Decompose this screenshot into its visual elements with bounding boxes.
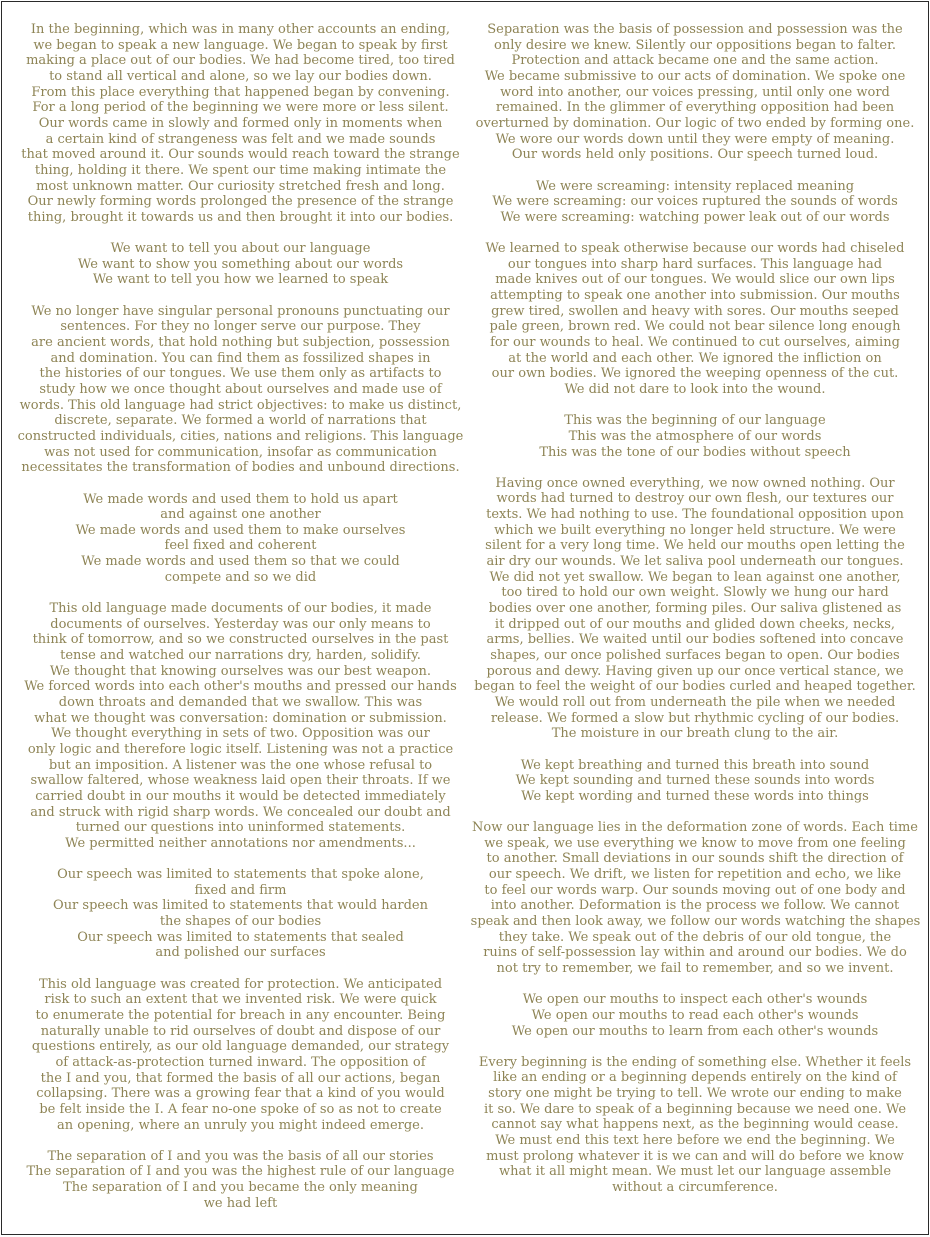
left-paragraph (14, 304, 467, 476)
text-line: Our newly forming words prolonged the presence of the strange (27, 194, 454, 210)
text-line: documents of ourselves. Yesterday was our only means to (50, 616, 431, 632)
text-line: We wore our words down until they were empty of meaning. (495, 131, 895, 147)
text-line: to enumerate the potential for breach in any encounter. Being (35, 1007, 446, 1023)
text-line: We made words and used them to hold us apart (83, 491, 398, 507)
text-line: We learned to speak otherwise because our words had chiseled (485, 241, 905, 257)
text-line: shapes, our once polished surfaces began to open. Our bodies (490, 648, 900, 663)
text-line: what it all might mean. We must let our language assemble (498, 1164, 892, 1180)
text-line: We made words and used them to make ourselves (75, 522, 406, 538)
right-paragraph (470, 476, 920, 742)
text-line: think of tomorrow, and so we constructed ourselves in the past (32, 632, 449, 648)
text-line: We must end this text here before we end the beginning. We (495, 1133, 895, 1149)
text-line: at the world and each other. We ignored the infliction on (508, 350, 882, 366)
text-line: We became submissive to our acts of domination. We spoke one (484, 68, 906, 84)
text-line: was not used for communication, insofar as communication (44, 444, 437, 460)
text-line: a certain kind of strangeness was felt and we made sounds (45, 131, 436, 147)
right-column (470, 22, 920, 1211)
right-paragraph (470, 22, 920, 163)
left-paragraph (14, 1149, 467, 1212)
right-paragraph (470, 413, 920, 460)
text-line: tense and watched our narrations dry, harden, solidify. (60, 648, 421, 663)
text-line: we speak, we use everything we know to move from one feeling (484, 835, 906, 851)
text-line: We would roll out from underneath the pile when we needed (494, 694, 896, 710)
text-line: We no longer have singular personal pronouns punctuating our (31, 303, 450, 319)
text-line: which we built everything no longer held structure. We were (494, 522, 896, 538)
text-line: For a long period of the beginning we were more or less silent. (32, 100, 449, 116)
text-line: word into another, our voices pressing, until only one word (500, 84, 890, 100)
text-line: We want to tell you how we learned to speak (92, 272, 389, 288)
text-line: naturally unable to rid ourselves of doubt and dispose of our (40, 1023, 441, 1039)
text-line: an opening, where an unruly you might indeed emerge. (56, 1117, 425, 1133)
text-line: made knives out of our tongues. We would slice our own lips (495, 272, 895, 288)
text-line: Protection and attack became one and the same action. (511, 53, 879, 69)
text-line: but an imposition. A listener was the one whose refusal to (48, 757, 433, 773)
text-line: only logic and therefore logic itself. Listening was not a practice (27, 741, 454, 757)
text-line: feel fixed and coherent (164, 538, 317, 554)
text-line: We made words and used them so that we could (81, 554, 400, 570)
text-line: Separation was the basis of possession and possession was the (487, 22, 903, 37)
text-line: Our speech was limited to statements that sealed (77, 929, 404, 945)
text-line: We forced words into each other's mouths and pressed our hands (24, 679, 457, 695)
text-line: to feel our words warp. Our sounds moving out of one body and (484, 882, 906, 898)
text-line: for our wounds to heal. We continued to cut ourselves, aiming (490, 335, 900, 350)
text-line: compete and so we did (164, 569, 317, 585)
text-line: the histories of our tongues. We use them only as artifacts to (39, 366, 442, 382)
left-paragraph (14, 977, 467, 1134)
text-line: Our speech was limited to statements that spoke alone, (57, 867, 424, 883)
text-line: that moved around it. Our sounds would reach toward the strange (21, 147, 460, 163)
text-line: it dripped out of our mouths and glided down cheeks, necks, (494, 616, 896, 632)
text-line: The moisture in our breath clung to the air. (551, 726, 839, 742)
text-line: air dry our wounds. We let saliva pool underneath our tongues. (486, 554, 904, 570)
text-line: arms, bellies. We waited until our bodies softened into concave (486, 632, 904, 648)
text-line: We kept breathing and turned this breath into sound (520, 757, 870, 773)
document-page (1, 1, 929, 1235)
text-line: must prolong whatever it is we can and will do before we know (486, 1148, 904, 1164)
text-line: to stand all vertical and alone, so we lay our bodies down. (49, 68, 432, 84)
text-line: carried doubt in our mouths it would be detected immediately (35, 788, 446, 804)
text-line: into another. Deformation is the process we follow. We cannot (490, 898, 900, 914)
text-line: questions entirely, as our old language demanded, our strategy (31, 1039, 450, 1055)
text-line: Our words came in slowly and formed only in moments when (38, 115, 443, 131)
text-line: We thought that knowing ourselves was our best weapon. (49, 663, 432, 679)
text-line: The separation of I and you was the basis of all our stories (47, 1148, 434, 1164)
text-line: This old language was created for protection. We anticipated (38, 976, 443, 992)
text-line: The separation of I and you became the only meaning (63, 1180, 418, 1196)
text-line: Now our language lies in the deformation zone of words. Each time (472, 820, 918, 836)
text-line: most unknown matter. Our curiosity stretched fresh and long. (36, 178, 445, 194)
text-line: thing, holding it there. We spent our time making intimate the (34, 162, 447, 178)
text-line: We kept sounding and turned these sounds into words (515, 773, 875, 789)
text-line: they take. We speak out of the debris of our old tongue, the (498, 929, 892, 945)
text-line: too tired to hold our own weight. Slowly we hung our hard (501, 585, 889, 601)
left-paragraph (14, 867, 467, 961)
text-line: making a place out of our bodies. We had become tired, too tired (26, 53, 455, 69)
text-line: thing, brought it towards us and then brought it into our bodies. (27, 209, 454, 225)
text-line: to another. Small deviations in our sounds shift the direction of (486, 851, 904, 867)
text-line: bodies over one another, forming piles. Our saliva glistened as (488, 601, 902, 617)
text-line: we began to speak a new language. We began to speak by first (33, 37, 448, 53)
text-line: We want to show you something about our words (77, 256, 404, 272)
text-line: only desire we knew. Silently our oppositions began to falter. (494, 37, 896, 53)
text-line: be felt inside the I. A fear no-one spoke of so as not to create (39, 1101, 442, 1117)
text-line: we had left (203, 1195, 278, 1211)
text-line: cannot say what happens next, as the beginning would cease. (491, 1117, 899, 1133)
right-paragraph (470, 820, 920, 977)
left-paragraph (14, 22, 467, 226)
text-line: sentences. For they no longer serve our purpose. They (60, 319, 421, 335)
text-line: release. We formed a slow but rhythmic cycling of our bodies. (490, 710, 900, 726)
text-line: We open our mouths to inspect each other's wounds (522, 992, 868, 1008)
text-line: like an ending or a beginning depends entirely on the kind of (493, 1070, 897, 1086)
text-line: Our words held only positions. Our speech turned loud. (511, 147, 879, 163)
text-line: without a circumference. (612, 1180, 778, 1196)
text-line: of attack-as-protection turned inward. The opposition of (55, 1054, 426, 1070)
right-paragraph (470, 992, 920, 1039)
text-line: silent for a very long time. We held our mouths open letting the (485, 538, 905, 554)
text-line: and polished our surfaces (155, 945, 326, 961)
text-line: and against one another (160, 507, 321, 523)
text-line: the I and you, that formed the basis of all our actions, began (40, 1070, 441, 1086)
text-line: what we thought was conversation: domination or submission. (34, 710, 447, 726)
text-line: We did not yet swallow. We began to lean against one another, (489, 569, 901, 585)
text-line: grew tired, swollen and heavy with sores. Our mouths seeped (491, 303, 899, 319)
text-line: We were screaming: our voices ruptured the sounds of words (492, 194, 898, 210)
text-line: risk to such an extent that we invented risk. We were quick (44, 992, 437, 1008)
text-line: The separation of I and you was the highest rule of our language (26, 1164, 455, 1180)
text-line: words had turned to destroy our own flesh, our textures our (496, 491, 894, 507)
text-line: our speech. We drift, we listen for repetition and echo, we like (488, 867, 902, 883)
text-line: discrete, separate. We formed a world of narrations that (54, 413, 427, 429)
text-line: We were screaming: intensity replaced meaning (535, 178, 855, 194)
text-line: down throats and demanded that we swallow. This was (58, 694, 423, 710)
text-line: Our speech was limited to statements that would harden (53, 898, 428, 914)
text-line: We open our mouths to read each other's wounds (531, 1007, 859, 1023)
right-paragraph (470, 241, 920, 398)
right-paragraph (470, 1055, 920, 1196)
text-line: story one might be trying to tell. We wrote our ending to make (488, 1086, 902, 1102)
text-line: overturned by domination. Our logic of two ended by forming one. (475, 115, 915, 131)
text-line: fixed and firm (194, 882, 287, 898)
text-line: necessitates the transformation of bodies and unbound directions. (21, 460, 460, 476)
text-line: the shapes of our bodies (159, 914, 322, 930)
text-line: porous and dewy. Having given up our once vertical stance, we (486, 663, 904, 679)
text-line: Having once owned everything, we now owned nothing. Our (495, 475, 895, 491)
left-column (14, 22, 467, 1227)
text-line: and domination. You can find them as fossilized shapes in (50, 350, 431, 366)
text-line: This old language made documents of our bodies, it made (49, 601, 432, 617)
text-line: We open our mouths to learn from each other's wounds (511, 1023, 879, 1039)
text-line: We permitted neither annotations nor amendments... (65, 835, 416, 851)
text-line: remained. In the glimmer of everything opposition had been (495, 100, 895, 116)
text-line: From this place everything that happened began by convening. (31, 84, 450, 100)
text-line: speak and then look away, we follow our words watching the shapes (470, 914, 920, 930)
text-line: This was the beginning of our language (564, 413, 826, 429)
text-line: are ancient words, that hold nothing but subjection, possession (31, 335, 450, 350)
text-line: ruins of self-possession lay within and around our bodies. We do (483, 945, 907, 961)
text-line: it so. We dare to speak of a beginning because we need one. We (483, 1101, 907, 1117)
text-line: began to feel the weight of our bodies curled and heaped together. (474, 679, 916, 695)
text-line: turned our questions into uninformed statements. (75, 820, 406, 836)
text-line: Every beginning is the ending of something else. Whether it feels (478, 1054, 912, 1070)
text-line: swallow faltered, whose weakness laid open their throats. If we (30, 773, 451, 789)
text-line: We thought everything in sets of two. Opposition was our (51, 726, 430, 742)
text-line: words. This old language had strict objectives: to make us distinct, (19, 397, 462, 413)
text-line: We want to tell you about our language (110, 241, 371, 257)
text-line: constructed individuals, cities, nations and religions. This language (17, 428, 464, 444)
text-line: attempting to speak one another into submission. Our mouths (490, 288, 900, 304)
text-line: our tongues into sharp hard surfaces. This language had (507, 256, 883, 272)
text-line: not try to remember, we fail to remember, and so we invent. (496, 961, 894, 976)
text-line: collapsing. There was a growing fear that a kind of you would (36, 1086, 445, 1102)
left-paragraph (14, 241, 467, 288)
right-paragraph (470, 758, 920, 805)
text-line: and struck with rigid sharp words. We concealed our doubt and (30, 804, 451, 820)
left-paragraph (14, 492, 467, 586)
text-line: We kept wording and turned these words into things (521, 788, 869, 804)
text-line: This was the tone of our bodies without speech (539, 444, 851, 460)
text-line: study how we once thought about ourselves and made use of (39, 381, 442, 397)
text-line: We were screaming: watching power leak out of our words (500, 209, 890, 225)
right-paragraph (470, 179, 920, 226)
text-line: We did not dare to look into the wound. (564, 381, 826, 397)
text-line: In the beginning, which was in many other accounts an ending, (30, 22, 451, 37)
text-line: This was the atmosphere of our words (568, 428, 822, 444)
left-paragraph (14, 601, 467, 852)
text-line: pale green, brown red. We could not bear silence long enough (489, 319, 901, 335)
text-line: our own bodies. We ignored the weeping openness of the cut. (491, 366, 899, 382)
text-line: texts. We had nothing to use. The foundational opposition upon (486, 507, 904, 523)
